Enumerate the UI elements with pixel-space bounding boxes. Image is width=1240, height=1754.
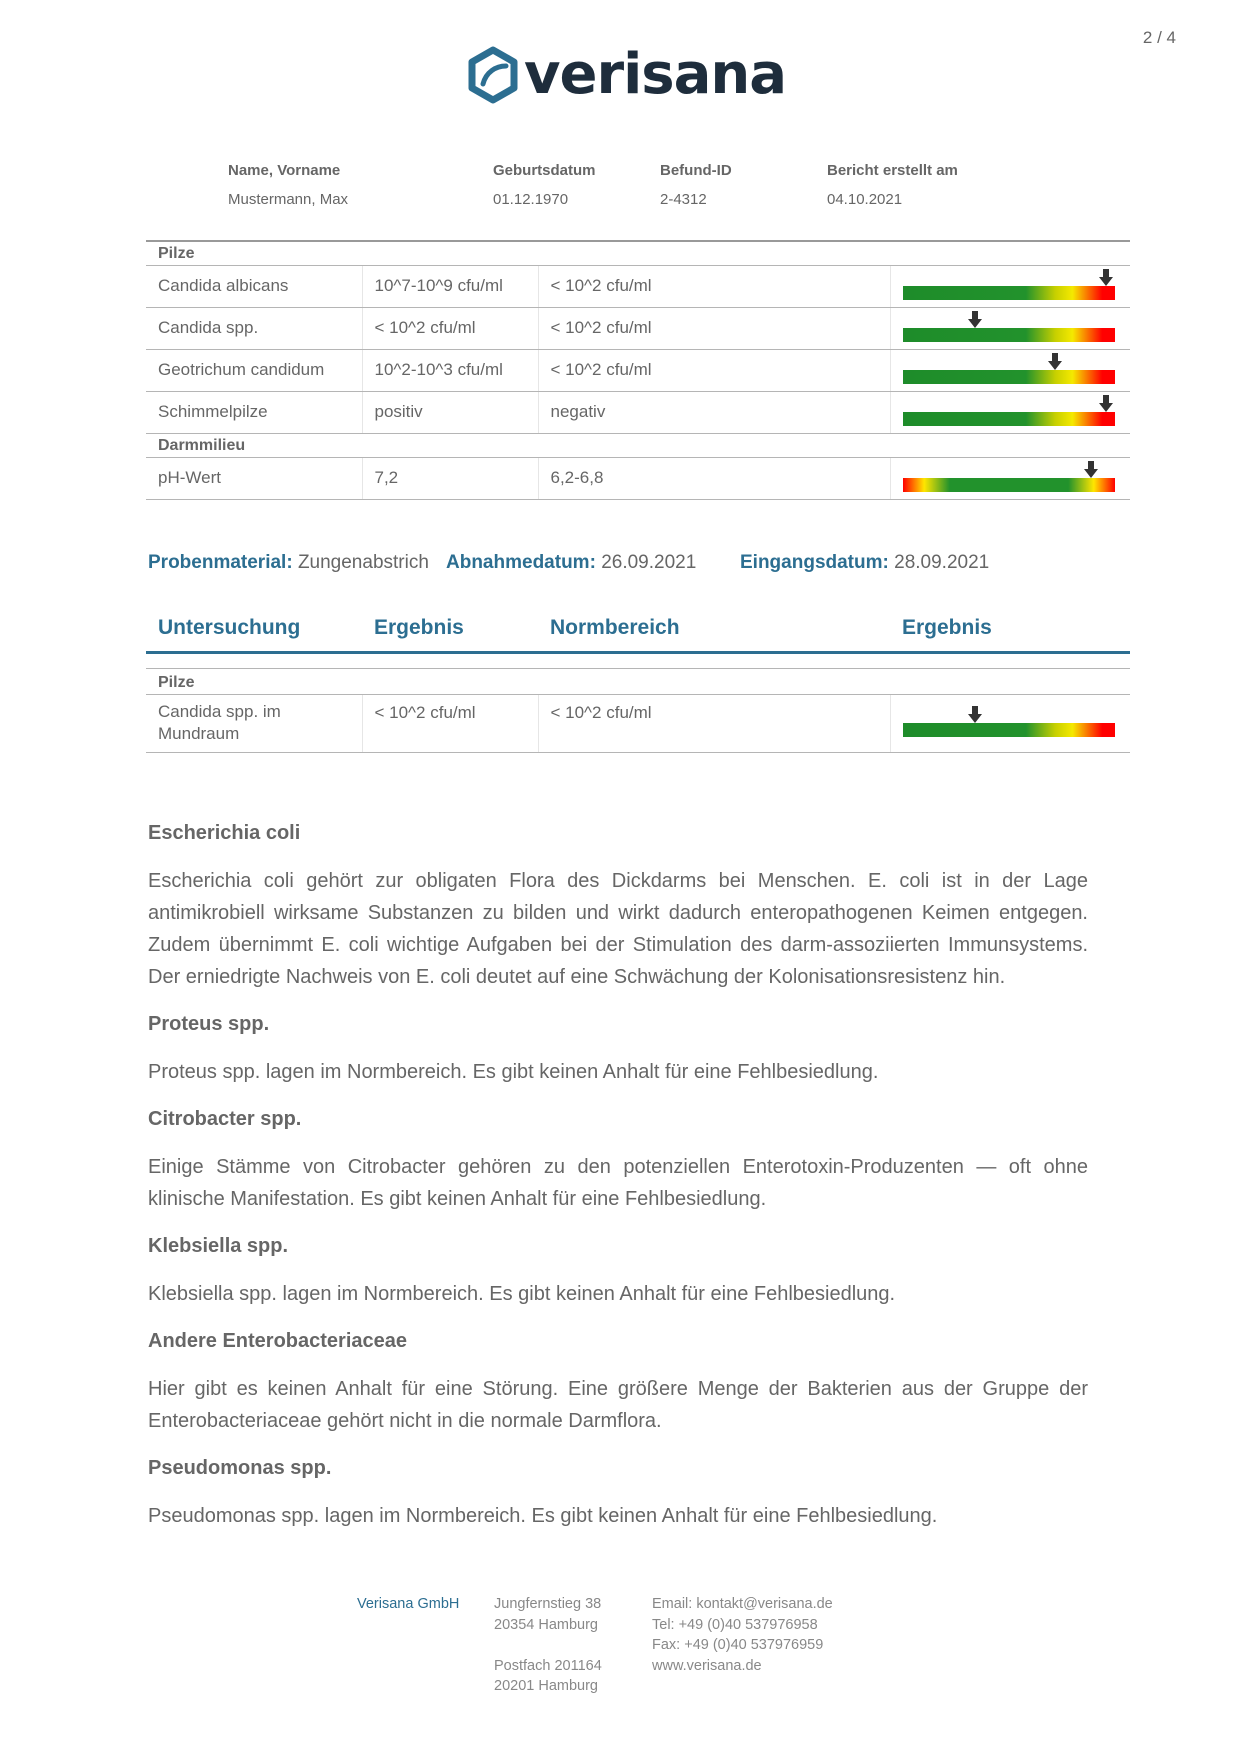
footer-tel: Tel: +49 (0)40 537976958: [652, 1616, 818, 1633]
page-number: 2 / 4: [1142, 28, 1176, 47]
header-untersuchung: Untersuchung: [158, 616, 301, 639]
gradient-bar: [903, 723, 1115, 737]
header-ergebnis-bar: Ergebnis: [902, 616, 992, 639]
down-arrow-marker-icon: [968, 706, 982, 724]
test-result: 7,2: [362, 457, 538, 499]
result-bar: [903, 706, 1115, 740]
footer-web: www.verisana.de: [652, 1657, 762, 1674]
hexagon-logo-icon: [466, 46, 520, 104]
test-name: Candida spp.: [146, 307, 362, 349]
down-arrow-marker-icon: [1084, 461, 1098, 479]
collection-label: Abnahmedatum:: [446, 552, 596, 573]
collection-value: 26.09.2021: [601, 552, 697, 573]
test-name-line2: Mundraum: [158, 724, 240, 743]
gradient-bar: [903, 370, 1115, 384]
footer-pobox-city: 20201 Hamburg: [494, 1678, 598, 1694]
comment-title: Andere Enterobacteriaceae: [148, 1330, 408, 1352]
table-row: [146, 307, 1130, 349]
material-label: Probenmaterial:: [148, 552, 293, 573]
dob-label: Geburtsdatum: [493, 162, 596, 179]
oral-table-header: [146, 614, 1130, 654]
comment-title: Klebsiella spp.: [148, 1235, 289, 1257]
result-bar: [903, 353, 1115, 387]
footer-contact: [652, 1594, 833, 1676]
comment-text: Hier gibt es keinen Anhalt für eine Störung. Eine größere Menge der Bakterien aus der Gruppe der Enterobacteriaceae gehört nicht in die normale Darmflora.: [148, 1378, 1088, 1432]
report-id-label: Befund-ID: [660, 162, 732, 179]
footer-company: Verisana GmbH: [357, 1596, 460, 1612]
report-date-value: 04.10.2021: [827, 191, 903, 208]
comment-text: Proteus spp. lagen im Normbereich. Es gibt keinen Anhalt für eine Fehlbesiedlung.: [148, 1061, 879, 1083]
sample-receipt: [740, 552, 989, 574]
result-bar-cell: [890, 349, 1130, 391]
test-result: 10^7-10^9 cfu/ml: [362, 265, 538, 307]
down-arrow-marker-icon: [1048, 353, 1062, 371]
test-name: [146, 694, 362, 752]
receipt-label: Eingangsdatum:: [740, 552, 889, 573]
down-arrow-marker-icon: [1099, 269, 1113, 287]
patient-header: [228, 162, 1028, 212]
footer-pobox: Postfach 201164: [494, 1657, 602, 1674]
comment-title: Pseudomonas spp.: [148, 1457, 332, 1479]
table-row: [146, 265, 1130, 307]
result-bar-cell: [890, 694, 1130, 752]
test-result: < 10^2 cfu/ml: [362, 694, 538, 752]
report-date-label: Bericht erstellt am: [827, 162, 958, 179]
down-arrow-marker-icon: [968, 311, 982, 329]
footer-city: 20354 Hamburg: [494, 1616, 598, 1633]
comment-title: Citrobacter spp.: [148, 1108, 302, 1130]
comment-title: Escherichia coli: [148, 822, 301, 844]
comment-text: Pseudomonas spp. lagen im Normbereich. Es gibt keinen Anhalt für eine Fehlbesiedlung.: [148, 1505, 938, 1527]
gradient-bar: [903, 286, 1115, 300]
patient-name-block: [228, 162, 348, 208]
section-row-pilze: [146, 241, 1130, 265]
header-normbereich: Normbereich: [550, 616, 680, 639]
result-bar: [903, 395, 1115, 429]
table-row: [146, 457, 1130, 499]
test-name: Schimmelpilze: [146, 391, 362, 433]
dob-value: 01.12.1970: [493, 191, 569, 208]
test-range: negativ: [538, 391, 890, 433]
comment-text: Klebsiella spp. lagen im Normbereich. Es gibt keinen Anhalt für eine Fehlbesiedlung.: [148, 1283, 896, 1305]
test-name-line1: Candida spp. im: [158, 702, 281, 721]
section-row-pilze: [146, 670, 1130, 694]
test-range: < 10^2 cfu/ml: [538, 265, 890, 307]
test-range: 6,2-6,8: [538, 457, 890, 499]
gradient-bar: [903, 328, 1115, 342]
logo-text: verisana: [524, 42, 787, 107]
divider: [146, 668, 1130, 669]
report-id-block: [660, 162, 732, 208]
down-arrow-marker-icon: [1099, 395, 1113, 413]
footer-street: Jungfernstieg 38: [494, 1596, 602, 1612]
result-bar: [903, 269, 1115, 303]
footer-email: Email: kontakt@verisana.de: [652, 1596, 833, 1612]
test-range: < 10^2 cfu/ml: [538, 694, 890, 752]
result-bar-cell: [890, 307, 1130, 349]
result-bar-cell: [890, 457, 1130, 499]
name-label: Name, Vorname: [228, 162, 341, 179]
results-table-oral: [146, 670, 1130, 753]
test-range: < 10^2 cfu/ml: [538, 307, 890, 349]
test-result: < 10^2 cfu/ml: [362, 307, 538, 349]
comment-title: Proteus spp.: [148, 1013, 270, 1035]
footer-address: [494, 1594, 602, 1697]
test-name: Geotrichum candidum: [146, 349, 362, 391]
section-title: Pilze: [146, 670, 1130, 694]
test-name: Candida albicans: [146, 265, 362, 307]
patient-dob-block: [493, 162, 596, 208]
verisana-logo: [466, 42, 787, 107]
header-ergebnis: Ergebnis: [374, 616, 464, 639]
gradient-bar: [903, 478, 1115, 492]
report-date-block: [827, 162, 958, 208]
commentary: [148, 822, 1088, 1552]
sample-collection: [446, 552, 696, 574]
gradient-bar: [903, 412, 1115, 426]
test-range: < 10^2 cfu/ml: [538, 349, 890, 391]
table-row: [146, 391, 1130, 433]
result-bar: [903, 461, 1115, 495]
test-result: 10^2-10^3 cfu/ml: [362, 349, 538, 391]
footer-fax: Fax: +49 (0)40 537976959: [652, 1637, 824, 1653]
report-id-value: 2-4312: [660, 191, 707, 208]
result-bar: [903, 311, 1115, 345]
section-title: Pilze: [146, 241, 1130, 265]
receipt-value: 28.09.2021: [894, 552, 990, 573]
comment-text: Einige Stämme von Citrobacter gehören zu den potenziellen Enterotoxin-Produzenten — oft ohne klinische Manifestation. Es gibt keinen Anhalt für eine Fehlbesiedlung.: [148, 1156, 1088, 1210]
result-bar-cell: [890, 265, 1130, 307]
test-result: positiv: [362, 391, 538, 433]
test-name: pH-Wert: [146, 457, 362, 499]
section-row-darmmilieu: [146, 433, 1130, 457]
section-title: Darmmilieu: [146, 433, 1130, 457]
table-row: [146, 694, 1130, 752]
results-table-stool: [146, 240, 1130, 500]
material-value: Zungenabstrich: [297, 552, 429, 573]
sample-material: [148, 552, 429, 574]
table-row: [146, 349, 1130, 391]
name-value: Mustermann, Max: [228, 191, 349, 208]
comment-text: Escherichia coli gehört zur obligaten Flora des Dickdarms bei Menschen. E. coli ist in der Lage antimikrobiell wirksame Substanzen zu bilden und wirkt dadurch enteropathogenen Keimen entgegen. Zudem übernimmt E. coli wichtige Aufgaben bei der Stimulation des darm-assoziierten Immunsystems. Der erniedrigte Nachweis von E. coli deutet auf eine Schwächung der Kolonisationsresistenz hin.: [148, 870, 1088, 988]
result-bar-cell: [890, 391, 1130, 433]
